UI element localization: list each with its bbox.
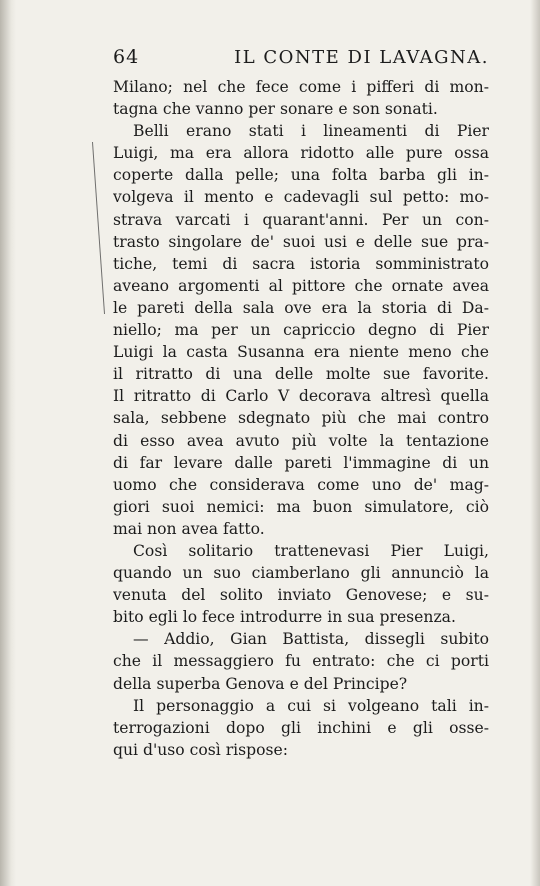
text-line: qui d'uso così rispose: — [113, 740, 288, 759]
text-line: coperte dalla pelle; una folta barba gli in- — [113, 166, 489, 185]
paragraph — [113, 120, 489, 540]
text-line: di esso avea avuto più volte la tentazione — [113, 431, 489, 450]
paragraph — [113, 695, 489, 761]
text-line: che il messaggiero fu entrato: che ci porti — [113, 652, 489, 671]
text-line: volgeva il mento e cadevagli sul petto: mo- — [113, 188, 489, 207]
text-line: aveano argomenti al pittore che ornate avea — [113, 276, 489, 295]
body-text — [113, 76, 489, 761]
text-line: strava varcati i quarant'anni. Per un con- — [113, 210, 489, 229]
text-line: venuta del solito inviato Genovese; e su- — [113, 586, 489, 605]
text-line: le pareti della sala ove era la storia di Da- — [113, 298, 489, 317]
paragraph — [113, 628, 489, 694]
page-number: 64 — [113, 46, 140, 68]
text-line: bito egli lo fece introdurre in sua presenza. — [113, 608, 456, 627]
text-line: terrogazioni dopo gli inchini e gli osse- — [113, 718, 489, 737]
paragraph — [113, 76, 489, 120]
text-line: della superba Genova e del Principe? — [113, 674, 408, 693]
page-edge-shadow — [530, 0, 540, 886]
text-line: Milano; nel che fece come i pifferi di mon- — [113, 78, 489, 96]
text-line: quando un suo ciamberlano gli annunciò la — [113, 564, 489, 583]
text-line: trasto singolare de' suoi usi e delle sue pra- — [113, 232, 489, 251]
text-line: di far levare dalle pareti l'immagine di un — [113, 453, 489, 472]
text-line: tagna che vanno per sonare e son sonati. — [113, 100, 438, 119]
text-line: tiche, temi di sacra istoria somministrato — [113, 254, 489, 273]
text-line: Belli erano stati i lineamenti di Pier — [133, 122, 489, 141]
text-line: uomo che considerava come uno de' mag- — [113, 475, 489, 494]
paragraph — [113, 540, 489, 628]
page-gutter-shadow — [0, 0, 16, 886]
text-line: Il ritratto di Carlo V decorava altresì quella — [113, 387, 489, 406]
text-line: — Addio, Gian Battista, dissegli subito — [133, 630, 489, 649]
text-line: Luigi la casta Susanna era niente meno che — [113, 343, 489, 362]
margin-pencil-mark — [92, 142, 115, 314]
text-line: il ritratto di una delle molte sue favorite. — [113, 365, 489, 384]
text-line: giori suoi nemici: ma buon simulatore, ciò — [113, 497, 489, 516]
text-line: niello; ma per un capriccio degno di Pier — [113, 321, 489, 340]
text-line: Luigi, ma era allora ridotto alle pure ossa — [113, 144, 489, 163]
text-line: Il personaggio a cui si volgeano tali in- — [133, 696, 489, 715]
running-header — [113, 46, 489, 74]
running-title: IL CONTE DI LAVAGNA. — [234, 47, 489, 68]
text-line: mai non avea fatto. — [113, 519, 265, 538]
text-line: Così solitario trattenevasi Pier Luigi, — [133, 541, 489, 560]
text-line: sala, sebbene sdegnato più che mai contro — [113, 409, 489, 428]
